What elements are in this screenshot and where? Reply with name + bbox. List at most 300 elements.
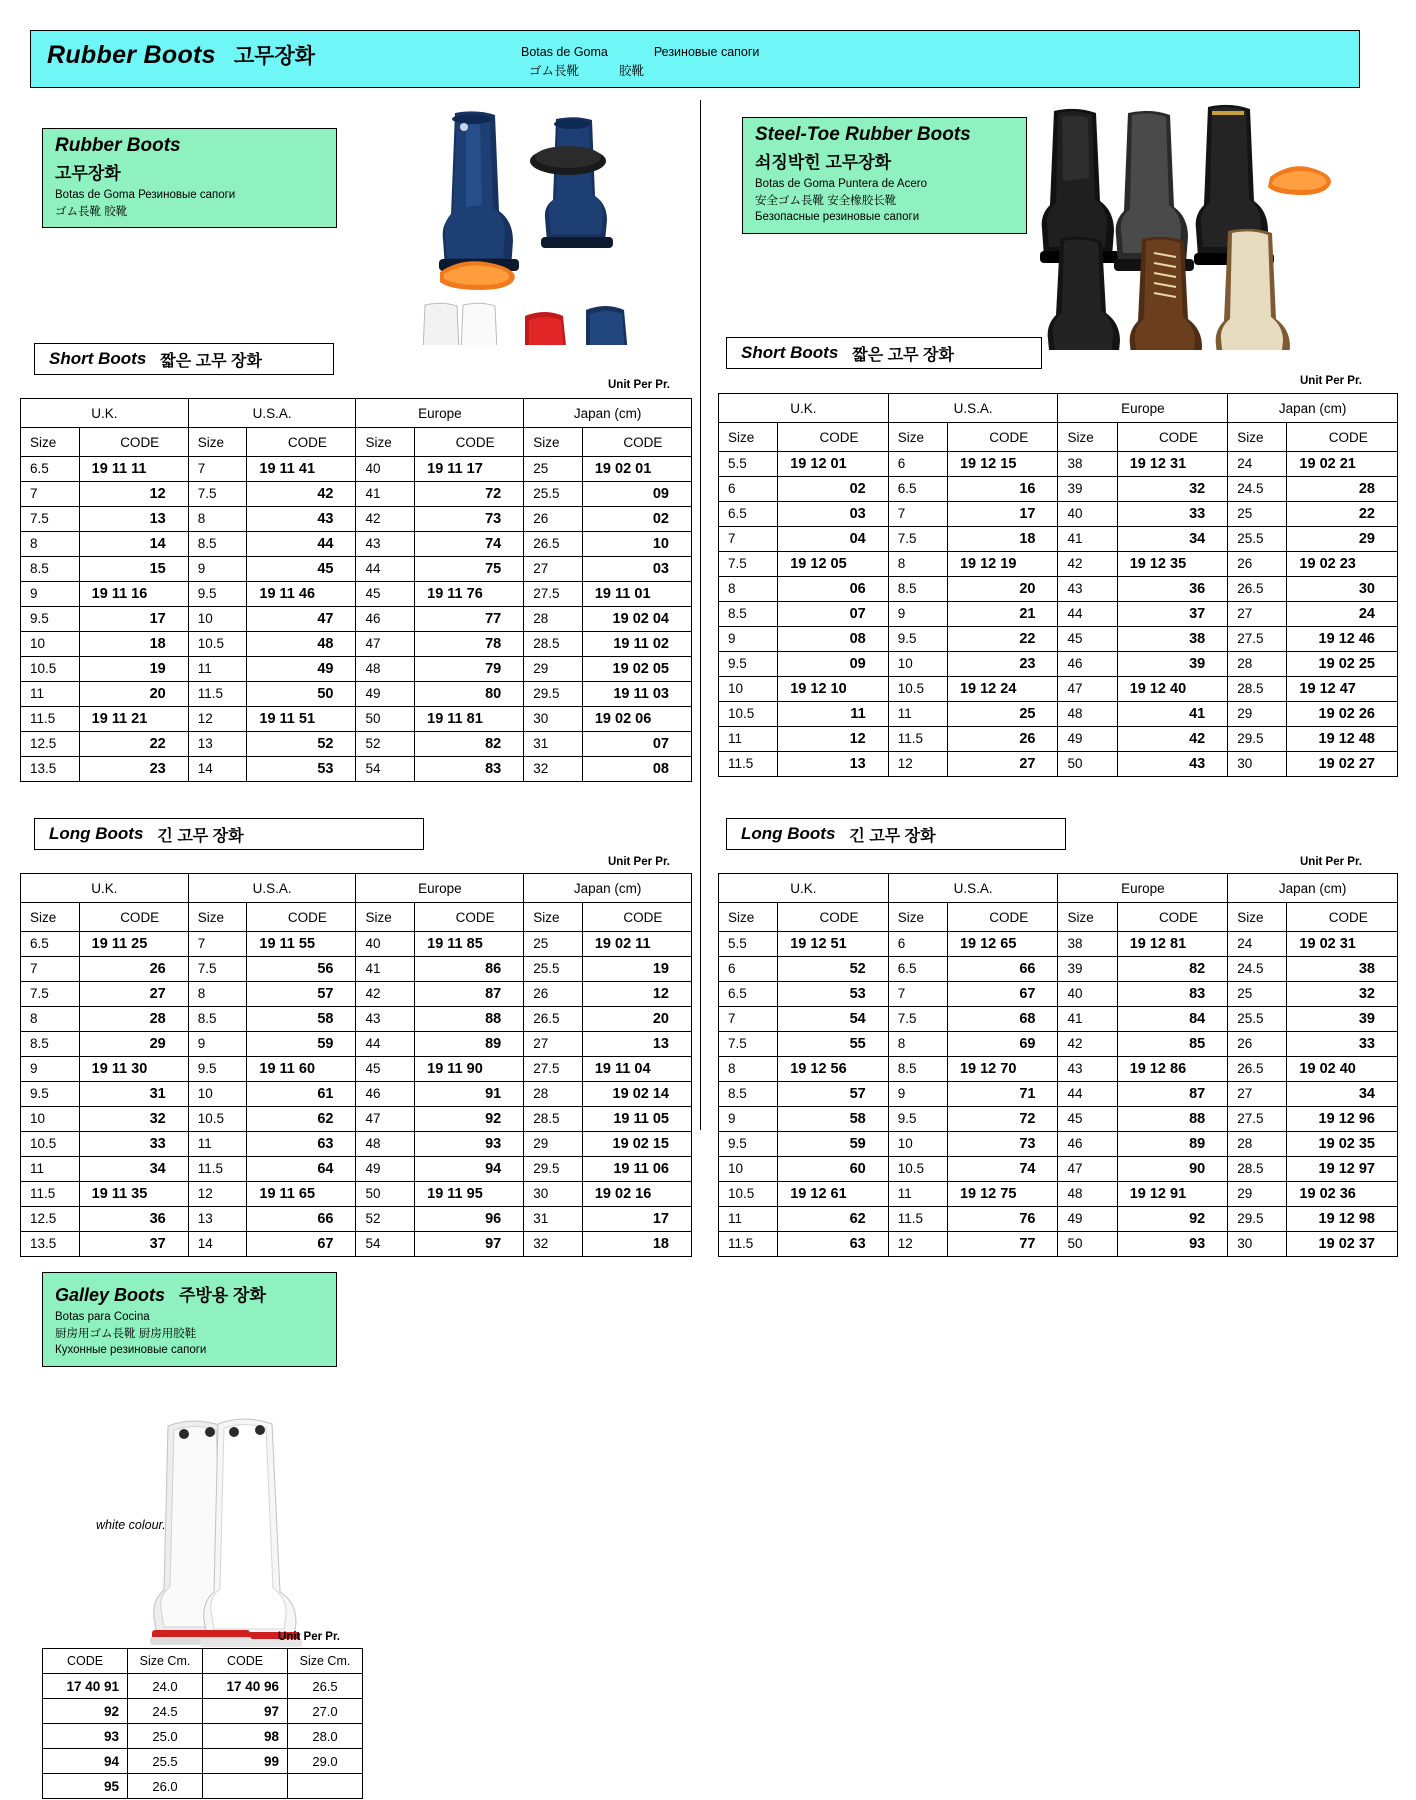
- cell-size: 26.5: [524, 532, 583, 557]
- cell-code: 57: [778, 1082, 889, 1107]
- cell-code: 21: [947, 602, 1058, 627]
- code-header-1: CODE: [247, 903, 356, 932]
- galley-cell-size: 24.5: [128, 1699, 203, 1724]
- galley-cell-code: 94: [43, 1749, 128, 1774]
- size-header-0: Size: [719, 423, 778, 452]
- steel-toe-boots-illustration: [1040, 95, 1340, 350]
- cell-size: 9: [188, 557, 247, 582]
- cell-code: 54: [778, 1007, 889, 1032]
- cell-code: 30: [1287, 577, 1398, 602]
- table-row: [21, 557, 692, 582]
- galley-boots-photo: [140, 1390, 360, 1650]
- cell-code: 62: [778, 1207, 889, 1232]
- cell-size: 9.5: [21, 1082, 80, 1107]
- cell-size: 9.5: [188, 1057, 247, 1082]
- cell-size: 9.5: [888, 627, 947, 652]
- cell-code: 32: [1117, 477, 1228, 502]
- cell-size: 8: [21, 1007, 80, 1032]
- cell-code: 19 11 35: [79, 1182, 188, 1207]
- table-row: [719, 932, 1398, 957]
- cell-code: 72: [947, 1107, 1058, 1132]
- cell-size: 9: [888, 602, 947, 627]
- cell-code: 37: [1117, 602, 1228, 627]
- table-row: [719, 1132, 1398, 1157]
- table-row: [719, 1057, 1398, 1082]
- cell-code: 91: [415, 1082, 524, 1107]
- cell-code: 19 12 48: [1287, 727, 1398, 752]
- cell-size: 25.5: [1228, 1007, 1287, 1032]
- galley-cell-size: [288, 1774, 363, 1799]
- left-title-line1: Botas de Goma Резиновые сапоги: [55, 189, 236, 201]
- cell-code: 19 12 47: [1287, 677, 1398, 702]
- cell-code: 12: [79, 482, 188, 507]
- cell-code: 90: [1117, 1157, 1228, 1182]
- cell-size: 30: [524, 707, 583, 732]
- cell-size: 8.5: [188, 1007, 247, 1032]
- size-header-2: Size: [1058, 903, 1117, 932]
- cell-size: 25.5: [524, 482, 583, 507]
- cell-size: 50: [1058, 1232, 1117, 1257]
- table-row: [21, 482, 692, 507]
- cell-size: 11: [21, 1157, 80, 1182]
- table-row: [21, 1182, 692, 1207]
- cell-code: 19 02 25: [1287, 652, 1398, 677]
- cell-size: 45: [356, 1057, 415, 1082]
- banner-alt-es: Botas de Goma: [521, 45, 608, 59]
- cell-size: 11.5: [21, 1182, 80, 1207]
- cell-size: 48: [356, 1132, 415, 1157]
- galley-cell-size: 24.0: [128, 1674, 203, 1699]
- cell-code: 69: [947, 1032, 1058, 1057]
- cell-code: 74: [415, 532, 524, 557]
- code-header-1: CODE: [947, 423, 1058, 452]
- cell-size: 6: [888, 452, 947, 477]
- cell-code: 19 11 81: [415, 707, 524, 732]
- cell-code: 19 11 01: [582, 582, 691, 607]
- table-row: [21, 957, 692, 982]
- cell-size: 41: [1058, 527, 1117, 552]
- cell-size: 8: [188, 982, 247, 1007]
- cell-code: 55: [778, 1032, 889, 1057]
- cell-code: 23: [947, 652, 1058, 677]
- cell-code: 88: [415, 1007, 524, 1032]
- group-header-0: U.K.: [21, 874, 189, 903]
- galley-cell-code: 17 40 96: [203, 1674, 288, 1699]
- group-header-0: U.K.: [719, 874, 889, 903]
- left-title-box: [42, 128, 337, 228]
- galley-colour-note: white colour.: [96, 1518, 166, 1532]
- table-row: [21, 1107, 692, 1132]
- table-row: [21, 457, 692, 482]
- galley-cell-size: 26.0: [128, 1774, 203, 1799]
- cell-code: 43: [1117, 752, 1228, 777]
- right-title-line2: 安全ゴム長靴 安全橡胶长靴: [755, 194, 897, 207]
- size-header-2: Size: [356, 428, 415, 457]
- cell-size: 6.5: [888, 957, 947, 982]
- cell-size: 29.5: [524, 1157, 583, 1182]
- cell-code: 19 11 60: [247, 1057, 356, 1082]
- table-row: [719, 1032, 1398, 1057]
- table-row: [719, 552, 1398, 577]
- cell-code: 19 02 35: [1287, 1132, 1398, 1157]
- galley-cell-size: 29.0: [288, 1749, 363, 1774]
- cell-code: 42: [1117, 727, 1228, 752]
- banner-title-en: Rubber Boots: [47, 41, 216, 69]
- cell-size: 12.5: [21, 1207, 80, 1232]
- galley-cell-code: 99: [203, 1749, 288, 1774]
- table-row: [21, 582, 692, 607]
- right-short-boots-table: [718, 393, 1398, 777]
- cell-code: 19 02 40: [1287, 1057, 1398, 1082]
- left-long-boots-label: [34, 818, 424, 850]
- size-header-2: Size: [1058, 423, 1117, 452]
- cell-size: 10: [719, 1157, 778, 1182]
- cell-code: 19 02 04: [582, 607, 691, 632]
- cell-code: 33: [1117, 502, 1228, 527]
- cell-size: 25.5: [1228, 527, 1287, 552]
- right-long-boots-table: [718, 873, 1398, 1257]
- cell-size: 29: [1228, 702, 1287, 727]
- cell-size: 9.5: [719, 652, 778, 677]
- cell-size: 42: [1058, 1032, 1117, 1057]
- cell-size: 11.5: [21, 707, 80, 732]
- cell-size: 7: [888, 502, 947, 527]
- cell-size: 7.5: [188, 957, 247, 982]
- cell-size: 39: [1058, 957, 1117, 982]
- table-row: [719, 602, 1398, 627]
- cell-size: 50: [356, 1182, 415, 1207]
- cell-size: 7.5: [188, 482, 247, 507]
- cell-size: 24.5: [1228, 957, 1287, 982]
- cell-size: 52: [356, 732, 415, 757]
- galley-cell-size: 26.5: [288, 1674, 363, 1699]
- left-title-en: Rubber Boots: [55, 135, 181, 156]
- cell-size: 27: [524, 1032, 583, 1057]
- size-header-3: Size: [524, 903, 583, 932]
- rubber-boots-photo-group: [400, 95, 690, 345]
- cell-code: 62: [247, 1107, 356, 1132]
- cell-code: 74: [947, 1157, 1058, 1182]
- cell-size: 45: [356, 582, 415, 607]
- left-short-label-en: Short Boots: [49, 349, 147, 368]
- table-row: [21, 732, 692, 757]
- cell-size: 10: [888, 1132, 947, 1157]
- cell-size: 9.5: [188, 582, 247, 607]
- table-row: [21, 607, 692, 632]
- cell-size: 29: [1228, 1182, 1287, 1207]
- cell-code: 44: [247, 532, 356, 557]
- cell-code: 58: [247, 1007, 356, 1032]
- cell-size: 10.5: [719, 1182, 778, 1207]
- group-header-0: U.K.: [21, 399, 189, 428]
- cell-size: 12: [888, 1232, 947, 1257]
- table-row: [21, 1007, 692, 1032]
- cell-size: 43: [356, 1007, 415, 1032]
- galley-title-en: Galley Boots: [55, 1285, 166, 1305]
- table-row: [719, 527, 1398, 552]
- left-long-label-en: Long Boots: [49, 824, 144, 843]
- cell-code: 71: [947, 1082, 1058, 1107]
- cell-code: 19 11 16: [79, 582, 188, 607]
- cell-code: 83: [1117, 982, 1228, 1007]
- table-group-header-row: [21, 874, 692, 903]
- cell-code: 87: [1117, 1082, 1228, 1107]
- cell-size: 46: [1058, 1132, 1117, 1157]
- right-long-unit: Unit Per Pr.: [1300, 856, 1362, 868]
- cell-code: 82: [415, 732, 524, 757]
- cell-size: 8.5: [888, 577, 947, 602]
- cell-code: 22: [947, 627, 1058, 652]
- cell-size: 8.5: [188, 532, 247, 557]
- cell-size: 8.5: [719, 602, 778, 627]
- cell-code: 19 12 31: [1117, 452, 1228, 477]
- cell-size: 28: [524, 1082, 583, 1107]
- cell-code: 49: [247, 657, 356, 682]
- page-banner: [30, 30, 1360, 88]
- cell-size: 7: [21, 957, 80, 982]
- cell-size: 27.5: [524, 582, 583, 607]
- cell-size: 5.5: [719, 452, 778, 477]
- cell-size: 44: [1058, 1082, 1117, 1107]
- cell-code: 22: [79, 732, 188, 757]
- cell-code: 12: [582, 982, 691, 1007]
- cell-code: 42: [247, 482, 356, 507]
- cell-size: 26: [524, 982, 583, 1007]
- table-row: [21, 707, 692, 732]
- cell-code: 19 11 30: [79, 1057, 188, 1082]
- cell-code: 84: [1117, 1007, 1228, 1032]
- cell-size: 46: [356, 607, 415, 632]
- cell-size: 30: [524, 1182, 583, 1207]
- cell-code: 19 12 81: [1117, 932, 1228, 957]
- cell-code: 19 11 06: [582, 1157, 691, 1182]
- cell-size: 6.5: [888, 477, 947, 502]
- cell-code: 94: [415, 1157, 524, 1182]
- cell-size: 32: [524, 1232, 583, 1257]
- code-header-2: CODE: [1117, 903, 1228, 932]
- cell-size: 9.5: [719, 1132, 778, 1157]
- cell-code: 45: [247, 557, 356, 582]
- cell-size: 8: [888, 552, 947, 577]
- cell-size: 50: [356, 707, 415, 732]
- cell-code: 19 02 27: [1287, 752, 1398, 777]
- group-header-2: Europe: [1058, 394, 1228, 423]
- cell-size: 10.5: [21, 657, 80, 682]
- cell-size: 25.5: [524, 957, 583, 982]
- cell-code: 11: [778, 702, 889, 727]
- cell-size: 7.5: [21, 507, 80, 532]
- cell-size: 12: [888, 752, 947, 777]
- cell-size: 39: [1058, 477, 1117, 502]
- right-title-kr: 쇠징박힌 고무장화: [755, 153, 892, 172]
- cell-code: 09: [778, 652, 889, 677]
- cell-code: 72: [415, 482, 524, 507]
- cell-code: 67: [947, 982, 1058, 1007]
- left-short-boots-table: [20, 398, 692, 782]
- cell-size: 11: [888, 702, 947, 727]
- table-row: [21, 1157, 692, 1182]
- galley-cell-code: 93: [43, 1724, 128, 1749]
- size-header-3: Size: [524, 428, 583, 457]
- left-short-boots-label: [34, 343, 334, 375]
- cell-size: 8: [21, 532, 80, 557]
- galley-cell-size: 27.0: [288, 1699, 363, 1724]
- cell-size: 8.5: [719, 1082, 778, 1107]
- table-group-header-row: [719, 874, 1398, 903]
- cell-code: 53: [247, 757, 356, 782]
- cell-size: 8: [719, 577, 778, 602]
- cell-code: 19 12 35: [1117, 552, 1228, 577]
- table-row: [719, 652, 1398, 677]
- cell-code: 47: [247, 607, 356, 632]
- cell-size: 25: [1228, 982, 1287, 1007]
- code-header-3: CODE: [1287, 423, 1398, 452]
- cell-code: 66: [947, 957, 1058, 982]
- cell-code: 19 11 95: [415, 1182, 524, 1207]
- cell-size: 11: [188, 1132, 247, 1157]
- code-header-3: CODE: [582, 903, 691, 932]
- cell-code: 19: [582, 957, 691, 982]
- cell-size: 10.5: [21, 1132, 80, 1157]
- cell-code: 63: [778, 1232, 889, 1257]
- galley-boots-illustration: [140, 1390, 360, 1650]
- cell-size: 28: [524, 607, 583, 632]
- cell-code: 19 02 23: [1287, 552, 1398, 577]
- cell-code: 19 12 91: [1117, 1182, 1228, 1207]
- cell-size: 54: [356, 757, 415, 782]
- cell-code: 19 12 70: [947, 1057, 1058, 1082]
- galley-row: [43, 1699, 363, 1724]
- cell-code: 76: [947, 1207, 1058, 1232]
- table-row: [21, 1207, 692, 1232]
- cell-code: 18: [582, 1232, 691, 1257]
- cell-size: 6: [888, 932, 947, 957]
- galley-cell-code: 98: [203, 1724, 288, 1749]
- cell-code: 12: [778, 727, 889, 752]
- cell-code: 82: [1117, 957, 1228, 982]
- cell-size: 7: [888, 982, 947, 1007]
- cell-code: 19: [79, 657, 188, 682]
- cell-size: 40: [1058, 982, 1117, 1007]
- size-header-0: Size: [21, 903, 80, 932]
- steel-toe-boots-photo-group: [1040, 95, 1340, 350]
- cell-code: 24: [1287, 602, 1398, 627]
- cell-code: 19 11 05: [582, 1107, 691, 1132]
- banner-title-kr: 고무장화: [233, 45, 316, 68]
- cell-size: 8: [719, 1057, 778, 1082]
- size-header-1: Size: [888, 903, 947, 932]
- size-header-2: Size: [356, 903, 415, 932]
- galley-row: [43, 1749, 363, 1774]
- size-header-0: Size: [719, 903, 778, 932]
- cell-code: 80: [415, 682, 524, 707]
- cell-code: 73: [947, 1132, 1058, 1157]
- group-header-2: Europe: [1058, 874, 1228, 903]
- cell-code: 88: [1117, 1107, 1228, 1132]
- cell-size: 41: [356, 957, 415, 982]
- cell-code: 34: [79, 1157, 188, 1182]
- table-row: [21, 532, 692, 557]
- table-row: [21, 1132, 692, 1157]
- cell-code: 19 12 24: [947, 677, 1058, 702]
- cell-size: 7.5: [21, 982, 80, 1007]
- cell-code: 02: [582, 507, 691, 532]
- cell-code: 27: [947, 752, 1058, 777]
- cell-size: 6.5: [719, 982, 778, 1007]
- galley-title-box: [42, 1272, 337, 1367]
- cell-code: 19 11 11: [79, 457, 188, 482]
- cell-code: 32: [79, 1107, 188, 1132]
- cell-size: 10: [188, 1082, 247, 1107]
- cell-size: 25: [524, 932, 583, 957]
- cell-code: 28: [1287, 477, 1398, 502]
- right-short-label-kr: 짧은 고무 장화: [852, 346, 954, 364]
- cell-code: 22: [1287, 502, 1398, 527]
- cell-size: 27: [1228, 602, 1287, 627]
- cell-code: 79: [415, 657, 524, 682]
- cell-size: 29: [524, 657, 583, 682]
- cell-size: 7.5: [888, 527, 947, 552]
- cell-size: 6: [719, 477, 778, 502]
- cell-size: 27.5: [1228, 627, 1287, 652]
- cell-size: 26: [524, 507, 583, 532]
- table-row: [21, 932, 692, 957]
- cell-size: 47: [356, 1107, 415, 1132]
- size-header-1: Size: [188, 903, 247, 932]
- cell-code: 19 12 15: [947, 452, 1058, 477]
- cell-size: 28: [1228, 1132, 1287, 1157]
- cell-size: 10: [21, 632, 80, 657]
- table-row: [21, 657, 692, 682]
- code-header-1: CODE: [947, 903, 1058, 932]
- cell-code: 19 02 06: [582, 707, 691, 732]
- table-row: [21, 757, 692, 782]
- galley-size-table: [42, 1648, 363, 1799]
- cell-code: 92: [1117, 1207, 1228, 1232]
- right-short-boots-label: [726, 337, 1042, 369]
- cell-code: 66: [247, 1207, 356, 1232]
- galley-title-line2: 厨房用ゴム長靴 厨房用胶鞋: [55, 1327, 197, 1340]
- cell-size: 40: [1058, 502, 1117, 527]
- code-header-1: CODE: [247, 428, 356, 457]
- cell-code: 92: [415, 1107, 524, 1132]
- cell-size: 7.5: [719, 552, 778, 577]
- cell-code: 29: [1287, 527, 1398, 552]
- left-title-kr: 고무장화: [55, 164, 121, 183]
- table-row: [719, 982, 1398, 1007]
- table-row: [21, 1032, 692, 1057]
- right-long-boots-label: [726, 818, 1066, 850]
- cell-size: 32: [524, 757, 583, 782]
- cell-size: 44: [1058, 602, 1117, 627]
- cell-code: 19 12 56: [778, 1057, 889, 1082]
- cell-code: 19 12 10: [778, 677, 889, 702]
- table-row: [21, 507, 692, 532]
- cell-code: 89: [415, 1032, 524, 1057]
- galley-cell-code: 97: [203, 1699, 288, 1724]
- cell-size: 41: [356, 482, 415, 507]
- table-row: [21, 1082, 692, 1107]
- cell-size: 11.5: [719, 1232, 778, 1257]
- galley-cell-size: 25.5: [128, 1749, 203, 1774]
- cell-size: 13.5: [21, 757, 80, 782]
- cell-code: 19 11 03: [582, 682, 691, 707]
- cell-code: 19 11 65: [247, 1182, 356, 1207]
- code-header-2: CODE: [1117, 423, 1228, 452]
- right-long-label-kr: 긴 고무 장화: [849, 827, 936, 845]
- cell-size: 8: [188, 507, 247, 532]
- cell-size: 10: [888, 652, 947, 677]
